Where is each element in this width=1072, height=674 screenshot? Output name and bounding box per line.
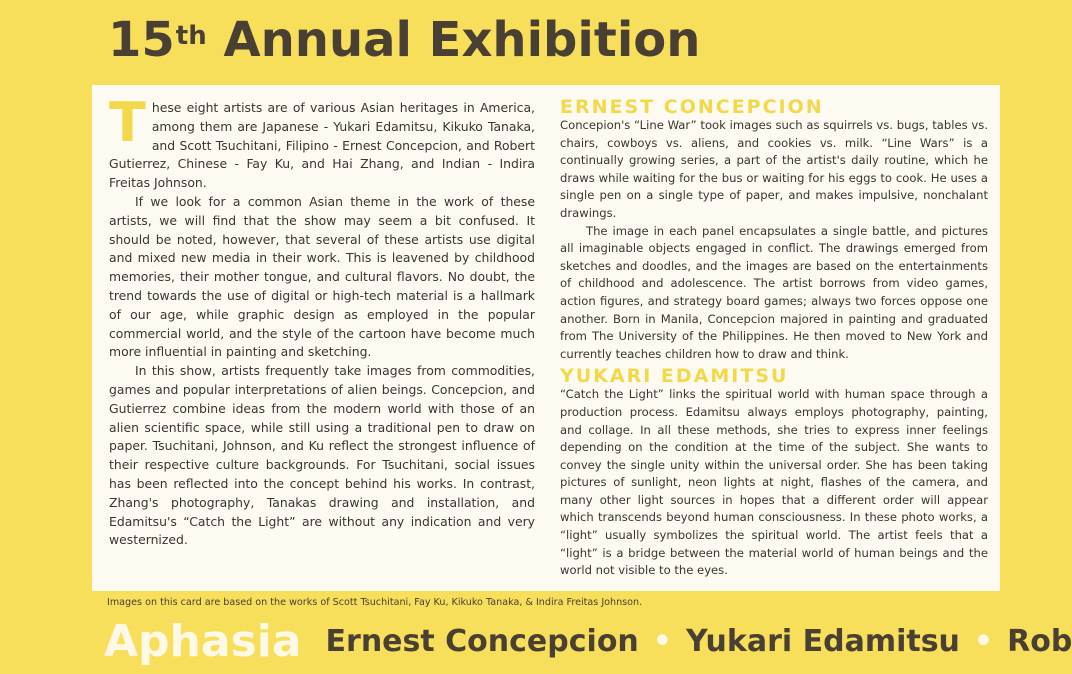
footer-artist-name: Yukari Edamitsu xyxy=(685,624,960,659)
content-panel xyxy=(92,85,1000,591)
intro-paragraph-2: If we look for a common Asian theme in the work of these artists, we will find that the show may seem a bit confused. It should be noted, however, that several of these artists use digital and mixed new media in their work. This is leavened by childhood memories, their mother tongue, and cultural flavors. No doubt, the trend towards the use of digital or high-tech material is a hallmark of our age, while graphic design as employed in the popular commercial world, and the style of the cartoon have become much more influential in painting and sketching. xyxy=(109,193,535,360)
intro-column xyxy=(109,91,535,550)
drop-cap: T xyxy=(109,91,146,154)
footer-banner xyxy=(104,614,1072,670)
bullet-separator: • xyxy=(973,624,994,659)
intro-paragraph-1 xyxy=(109,91,535,193)
concepcion-paragraph-2: The image in each panel encapsulates a single battle, and pictures all imaginable objects engaged in conflict. The drawings emerged from sketches and doodles, and the images are based on the entertainments of childhood and adolescence. The artist borrows from video games, action figures, and strategy board games; always two forces oppose one another. Born in Manila, Concepcion majored in painting and graduated from The University of the Philippines. He then moved to New York and currently teaches children how to draw and think. xyxy=(560,223,988,361)
show-title: Aphasia xyxy=(104,616,302,667)
edamitsu-paragraph-1: “Catch the Light” links the spiritual world with human space through a production process. Edamitsu always employs photography, painting, and collage. In all these methods, she tries to express inner feelings depending on the condition at the time of the subject. She wants to convey the single unity within the universal order. She has been taking pictures of sunlight, neon lights at night, flashes of the camera, and many other light sources in hopes that a different order will appear which transcends beyond human consciousness. In these photo works, a “light” usually symbolizes the spiritual world. The artist feels that a “light” is a bridge between the material world of human beings and the world not visible to the eyes. xyxy=(560,387,988,578)
title-suffix: th xyxy=(175,21,207,51)
section-heading-edamitsu: YUKARI EDAMITSU xyxy=(560,365,789,388)
footer-artist-name: Ernest Concepcion xyxy=(325,624,639,659)
concepcion-paragraph-1: Concepion's “Line War” took images such as squirrels vs. bugs, tables vs. chairs, cowboys vs. aliens, and cookies vs. milk. “Line Wars” is a continually growing series, a part of the artist's daily routine, which he draws while waiting for the bus or waiting for his eggs to cook. He uses a single pen on a single type of paper, and makes impulsive, nonchalant drawings. xyxy=(560,118,988,220)
artist-column xyxy=(560,97,988,580)
intro-paragraph-1-text: hese eight artists are of various Asian heritages in America, among them are Japanese - Yukari Edamitsu, Kikuko Tanaka, and Scott Tsuchitani, Filipino - Ernest Concepcion, and Robert Gutierrez, Chinese - Fay Ku, and Hai Zhang, and Indian - Indira Freitas Johnson. xyxy=(109,100,535,191)
page-title xyxy=(108,10,700,70)
bullet-separator: • xyxy=(652,624,672,659)
intro-paragraph-3: In this show, artists frequently take images from commodities, games and popular interpretations of alien beings. Concepcion, and Gutierrez combine ideas from the modern world with those of an alien scientific space, while still using a traditional pen to draw on paper. Tsuchitani, Johnson, and Ku reflect the strongest influence of their respective culture backgrounds. For Tsuchitani, social issues has been reflected into the concept behind his works. In contrast, Zhang's photography, Tanakas drawing and installation, and Edamitsu's “Catch the Light” are without any indication and very westernized. xyxy=(109,363,535,548)
section-heading-concepcion: ERNEST CONCEPCION xyxy=(560,96,824,118)
image-credits: Images on this card are based on the works of Scott Tsuchitani, Fay Ku, Kikuko Tanaka, & Indira Freitas Johnson. xyxy=(107,597,643,608)
footer-artist-name: Rob xyxy=(1007,624,1072,659)
title-text: Annual Exhibition xyxy=(206,12,701,68)
title-number: 15 xyxy=(108,12,175,68)
